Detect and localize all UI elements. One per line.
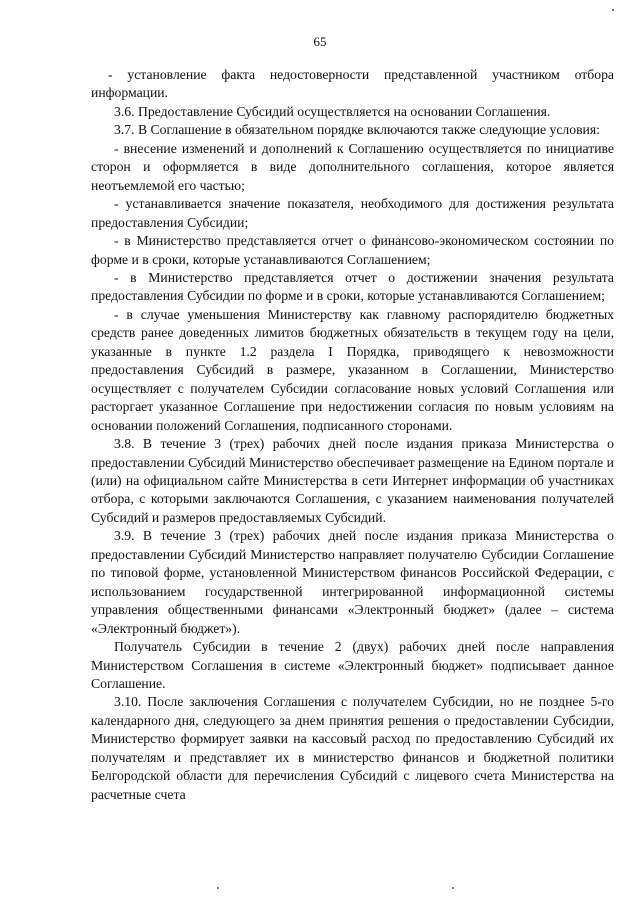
scan-speck — [612, 9, 614, 11]
list-item-financial-report: - в Министерство представляется отчет о финансово-экономическом состоянии по форме и в сроки, которые устанавливаются Соглашением; — [91, 233, 614, 267]
paragraph-3-7: 3.7. В Соглашение в обязательном порядке включаются также следующие условия: — [114, 122, 600, 138]
document-body — [91, 66, 614, 804]
paragraph-3-8: 3.8. В течение 3 (трех) рабочих дней после издания приказа Министерства о предоставлении Субсидий Министерство обеспечивает размещение на Едином портале и (или) на официальном сайте Министерства в сети Интернет информации об участниках отбора, с которыми заключаются Соглашения, с указанием наименования получателей Субсидий и размеров предоставляемых Субсидий. — [91, 436, 614, 525]
list-item-result-report: - в Министерство представляется отчет о достижении значения результата предоставления Субсидии по форме и в сроки, которые устанавливаются Соглашением; — [91, 269, 614, 304]
paragraph-inaccurate-info: - установление факта недостоверности представленной участником отбора информации. — [91, 67, 614, 101]
scan-speck — [452, 887, 454, 889]
paragraph-3-9: 3.9. В течение 3 (трех) рабочих дней после издания приказа Министерства о предоставлении Субсидий Министерство направляет получателю Субсидии Соглашение по типовой форме, установленной Министерством финансов Российской Федерации, с использованием государственной интегрированной информационной системы управления общественными финансами «Электронный бюджет» (далее – система «Электронный бюджет»). — [91, 528, 614, 636]
paragraph-3-10: 3.10. После заключения Соглашения с получателем Субсидии, но не позднее 5-го календарного дня, следующего за днем принятия решения о предоставлении Субсидии, Министерство формирует заявки на кассовый расход по предоставлению Субсидий их получателям и представляет их в министерство финансов и бюджетной политики Белгородской области для перечисления Субсидий с лицевого счета Министерства на расчетные счета — [91, 694, 614, 802]
list-item-amendments: - внесение изменений и дополнений к Соглашению осуществляется по инициативе сторон и оформляется в виде дополнительного соглашения, которое является неотъемлемой его частью; — [91, 140, 614, 193]
scan-speck — [217, 887, 219, 889]
list-item-indicator: - устанавливается значение показателя, необходимого для достижения результата предоставления Субсидии; — [91, 196, 614, 230]
paragraph-recipient-signing: Получатель Субсидии в течение 2 (двух) рабочих дней после направления Министерством Соглашения в системе «Электронный бюджет» подписывает данное Соглашение. — [91, 639, 614, 691]
page-number: 65 — [313, 34, 327, 49]
list-item-limits-reduction: - в случае уменьшения Министерству как главному распорядителю бюджетных средств ранее доведенных лимитов бюджетных обязательств в текущем году на цели, указанные в пункте 1.2 раздела I Порядка, приводящего к невозможности предоставления Субсидий в размере, указанном в Соглашении, Министерство осуществляет с получателем Субсидии согласование новых условий Соглашения или расторгает указанное Соглашение при недостижении согласия по новым условиям на основании положений Соглашения, подписанного сторонами. — [91, 306, 614, 433]
paragraph-3-6: 3.6. Предоставление Субсидий осуществляется на основании Соглашения. — [114, 103, 551, 119]
